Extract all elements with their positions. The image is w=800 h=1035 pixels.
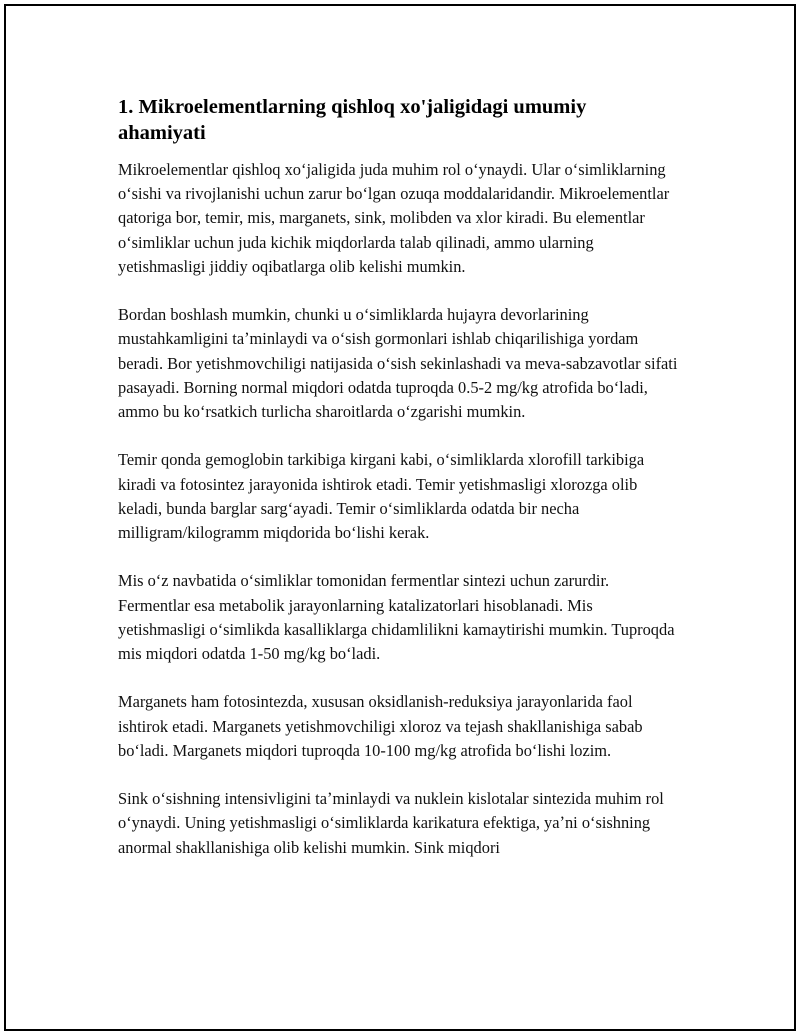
paragraph-intro: Mikroelementlar qishloq xoʻjaligida juda muhim rol oʻynaydi. Ular oʻsimliklarning oʻsishi va rivojlanishi uchun zarur boʻlgan ozuqa moddalaridandir. Mikroelementlar qatoriga bor, temir, mis, marganets, sink, molibden va xlor kiradi. Bu elementlar oʻsimliklar uchun juda kichik miqdorlarda talab qilinadi, ammo ularning yetishmasligi jiddiy oqibatlarga olib kelishi mumkin. bbox=[118, 160, 670, 276]
paragraph-boron: Bordan boshlash mumkin, chunki u oʻsimliklarda hujayra devorlarining mustahkamligini taʼminlaydi va oʻsish gormonlari ishlab chiqarilishiga yordam beradi. Bor yetishmovchiligi natijasida oʻsish sekinlashadi va meva-sabzavotlar sifati pasayadi. Borning normal miqdori odatda tuproqda 0.5-2 mg/kg atrofida boʻladi, ammo bu koʻrsatkich turlicha sharoitlarda oʻzgarishi mumkin. bbox=[118, 305, 678, 422]
paragraph-iron: Temir qonda gemoglobin tarkibiga kirgani kabi, oʻsimliklarda xlorofill tarkibiga kiradi va fotosintez jarayonida ishtirok etadi. Temir yetishmasligi xlorozga olib keladi, bunda barglar sargʻayadi. Temir oʻsimliklarda odatda bir necha milligram/kilogramm miqdorida boʻlishi kerak. bbox=[118, 450, 645, 543]
document-body bbox=[118, 94, 678, 884]
section-heading: 1. Mikroelementlarning qishloq xo'jaligidagi umumiy ahamiyati bbox=[118, 96, 587, 144]
paragraph-copper: Mis oʻz navbatida oʻsimliklar tomonidan fermentlar sintezi uchun zarurdir. Fermentlar esa metabolik jarayonlarning katalizatorlari hisoblanadi. Mis yetishmasligi oʻsimlikda kasalliklarga chidamlilikni kamaytirishi mumkin. Tuproqda mis miqdori odatda 1-50 mg/kg boʻladi. bbox=[118, 571, 675, 664]
paragraph-zinc: Sink oʻsishning intensivligini taʼminlaydi va nuklein kislotalar sintezida muhim rol oʻynaydi. Uning yetishmasligi oʻsimliklarda karikatura efektiga, yaʼni oʻsishning anormal shakllanishiga olib kelishi mumkin. Sink miqdori bbox=[118, 789, 664, 857]
paragraph-manganese: Marganets ham fotosintezda, xususan oksidlanish-reduksiya jarayonlarida faol ishtirok etadi. Marganets yetishmovchiligi xloroz va tejash shakllanishiga sabab boʻladi. Marganets miqdori tuproqda 10-100 mg/kg atrofida boʻlishi lozim. bbox=[118, 692, 643, 760]
